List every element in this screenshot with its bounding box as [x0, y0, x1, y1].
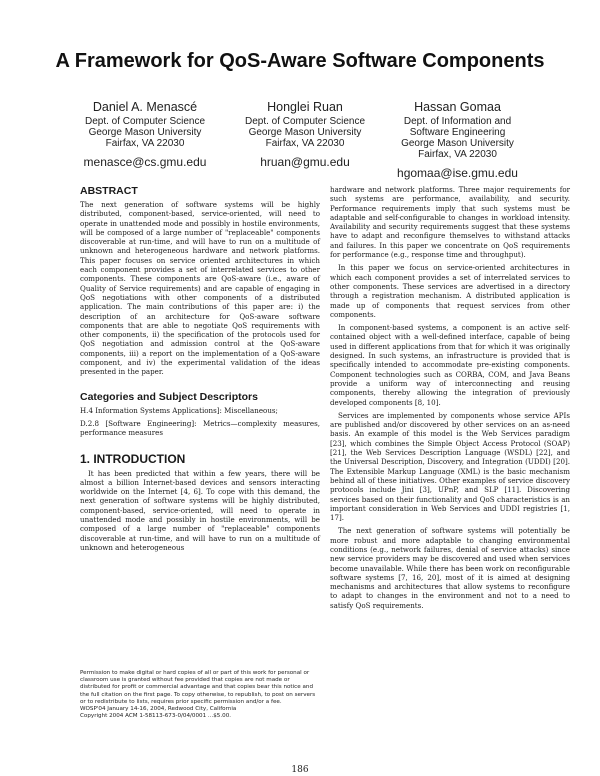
author-affiliation: George Mason University	[248, 127, 362, 138]
author-email: hgomaa@ise.gmu.edu	[397, 166, 518, 180]
author-block	[70, 100, 220, 169]
categories-line: D.2.8 [Software Engineering]: Metrics—complexity measures, performance measures	[80, 418, 320, 438]
author-email: menasce@cs.gmu.edu	[83, 155, 207, 169]
copyright-footnote	[80, 670, 320, 720]
author-affiliation: Dept. of Information and	[403, 116, 512, 127]
categories-heading: Categories and Subject Descriptors	[80, 390, 258, 403]
body-paragraph: Services are implemented by components whose service APIs are published and/or discovered by other services on an as-need basis. An example of this model is the Web Services paradigm [23], which combines the Simple Object Access Protocol (SOAP) [21], the Web Services Description Language (WSDL) [22], and the Universal Description, Discovery, and Integration (UDDI) [20]. The Extensible Markup Language (XML) is the basic mechanism behind all of these initiatives. Other examples of service discovery protocols include Jini [3], UPnP, and SLP [11]. Discovering services based on their functionality and QoS characteristics is an important consideration in Web Services and UDDI registries [1, 17].	[330, 410, 570, 523]
body-paragraph: In component-based systems, a component is an active self-contained object with a well-defined interface, capable of being used in different applications from that for which it was originally designed. In such systems, an infrastructure is provided that is specifically intended to accommodate pre-existing components. Component technologies such as CORBA, COM, and Java Beans provide a uniform way of interconnecting and reusing components, thereby allowing the integration of previously developed components [8, 10].	[330, 323, 570, 407]
right-column	[330, 185, 570, 614]
body-paragraph: hardware and network platforms. Three major requirements for such systems are performance, availability, and security. Performance requirements imply that such systems must be adaptable and self-configurable to changes in workload intensity. Availability and security requirements suggest that these systems have to adapt and reconfigure themselves to withstand attacks and failures. In this paper we concentrate on QoS requirements for performance (e.g., response time and throughput).	[330, 185, 570, 260]
abstract-heading: ABSTRACT	[80, 185, 138, 197]
author-block	[385, 100, 530, 180]
body-paragraph: In this paper we focus on service-oriented architectures in which each component provides a set of interrelated services to other components. These services are advertised in a directory through a registration mechanism. A distributed application is made up of components that request services from other components.	[330, 263, 570, 319]
author-affiliation: George Mason University	[88, 127, 202, 138]
author-affiliation: Fairfax, VA 22030	[418, 149, 497, 160]
author-email: hruan@gmu.edu	[260, 155, 350, 169]
intro-paragraph: It has been predicted that within a few years, there will be almost a billion Internet-based devices and sensors interacting worldwide on the Internet [4, 6]. To cope with this demand, the next generation of software systems will be highly distributed, component-based, service-oriented, will need to operate in unattended mode and possibly in hostile environments, will be composed of a large number of "replaceable" components discoverable at run-time, and will have to run on a multitude of unknown and heterogeneous	[80, 468, 320, 552]
author-affiliation: George Mason University	[401, 138, 514, 149]
author-affiliation: Dept. of Computer Science	[84, 116, 206, 127]
conference-line: WOSP'04 January 14-16, 2004, Redwood City, California	[80, 706, 237, 713]
author-affiliation: Dept. of Computer Science	[244, 116, 366, 127]
left-column	[80, 185, 320, 556]
paper-title: A Framework for QoS-Aware Software Components	[55, 50, 545, 72]
author-name: Honglei Ruan	[267, 100, 343, 114]
copyright-line: Copyright 2004 ACM 1-58113-673-0/04/0001 ...$5.00.	[80, 713, 232, 720]
author-affiliation: Fairfax, VA 22030	[105, 138, 185, 149]
categories-line: H.4 Information Systems Applications]: Miscellaneous;	[80, 405, 278, 415]
author-block	[230, 100, 380, 169]
author-name: Hassan Gomaa	[414, 100, 501, 114]
author-affiliation: Software Engineering	[409, 127, 506, 138]
page-number: 186	[291, 765, 309, 775]
abstract-text: The next generation of software systems will be highly distributed, component-based, service-oriented, will need to operate in unattended mode and possibly in hostile environments, will be composed of a large number of "replaceable" components discoverable at run-time, and will have to run on a multitude of unknown and heterogeneous hardware and network platforms. This paper focuses on service oriented architectures in which each component provides a set of interrelated services to other components. These components are QoS-aware (i.e., aware of Quality of Service requirements) and are capable of engaging in QoS negotiations with other components of a distributed application. The main contributions of this paper are: i) the description of an architecture for QoS-aware software components that are able to negotiate QoS requirements with other components, ii) the specification of the protocols used for QoS negotiation and admission control at the QoS-aware components, iii) a report on the implementation of a QoS-aware component, and iv) the experimental validation of the ideas presented in the paper.	[80, 200, 320, 377]
permission-notice: Permission to make digital or hard copies of all or part of this work for personal or classroom use is granted without fee provided that copies are not made or distributed for profit or commercial advantage and that copies bear this notice and the full citation on the first page. To copy otherwise, to republish, to post on servers or to redistribute to lists, requires prior specific permission and/or a fee.	[80, 670, 316, 705]
intro-heading: 1. INTRODUCTION	[80, 451, 186, 466]
author-name: Daniel A. Menascé	[92, 100, 198, 114]
author-affiliation: Fairfax, VA 22030	[265, 138, 345, 149]
body-paragraph: The next generation of software systems will potentially be more robust and more adaptable to changing environmental conditions (e.g., network failures, denial of service attacks) since new service providers may be discovered and used when services become unavailable. While there has been work on reconfigurable software systems [7, 16, 20], most of it is aimed at designing mechanisms and architectures that allow systems to reconfigure to adapt to changes in the environment and not to a need to satisfy QoS requirements.	[330, 526, 570, 610]
